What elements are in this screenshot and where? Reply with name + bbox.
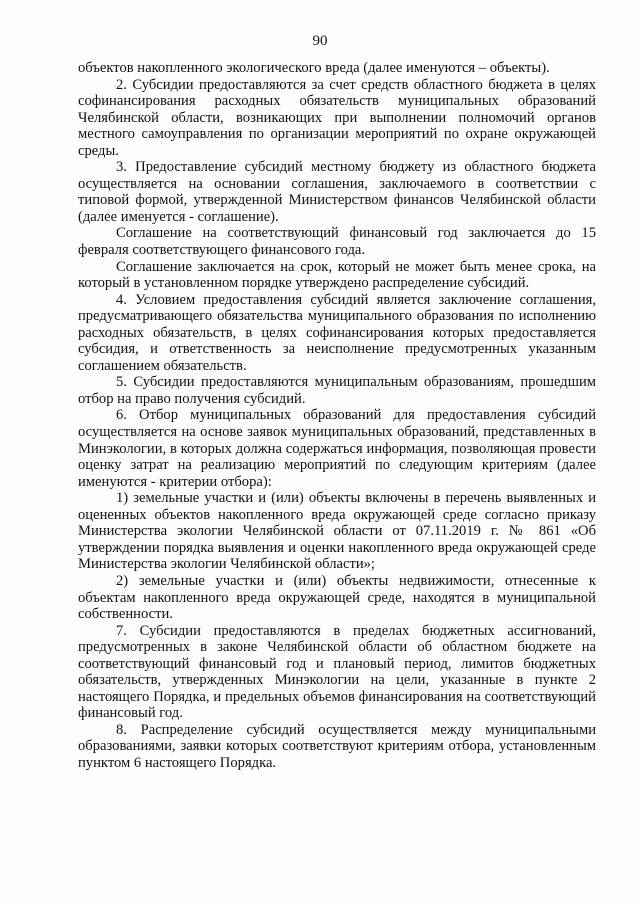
paragraph-item-8: 8. Распределение субсидий осуществляется между муниципальными образованиями, заявки которых соответствуют критериям отбора, установленным пунктом 6 настоящего Порядка. (78, 721, 596, 771)
paragraph-item-4: 4. Условием предоставления субсидий является заключение соглашения, предусматривающего обязательства муниципального образования по исполнению расходных обязательств, в целях софинансирования которых предоставляется субсидия, и ответственность за неисполнение предусмотренных указанным соглашением обязательств. (78, 291, 596, 374)
paragraph-item-2: 2. Субсидии предоставляются за счет средств областного бюджета в целях софинансирования расходных обязательств муниципальных образований Челябинской области, возникающих при выполнении полномочий органов местного самоуправления по организации мероприятий по охране окружающей среды. (78, 76, 596, 159)
paragraph-agreement-term: Соглашение на соответствующий финансовый год заключается до 15 февраля соответствующего финансового года. (78, 225, 596, 259)
paragraph-item-5: 5. Субсидии предоставляются муниципальным образованиям, прошедшим отбор на право получения субсидий. (78, 374, 596, 407)
paragraph-continuation: объектов накопленного экологического вреда (далее именуются – объекты). (78, 60, 550, 76)
paragraph-item-7: 7. Субсидии предоставляются в пределах бюджетных ассигнований, предусмотренных в законе Челябинской области об областном бюджете на соответствующий финансовый год и плановый период, лимитов бюджетных обязательств, утвержденных Минэкологии на цели, указанные в пункте 2 настоящего Порядка, и предельных объемов финансирования на соответствующий финансовый год. (78, 622, 596, 722)
paragraph-item-6: 6. Отбор муниципальных образований для предоставления субсидий осуществляется на основе заявок муниципальных образований, представленных в Минэкологии, в которых должна содержаться информация, позволяющая провести оценку затрат на реализацию мероприятий по следующим критериям (далее именуются - критерии отбора): (78, 407, 596, 490)
paragraph-criterion-2: 2) земельные участки и (или) объекты недвижимости, отнесенные к объектам накопленного вреда окружающей среде, находятся в муниципальной собственности. (78, 572, 596, 623)
paragraph-criterion-1: 1) земельные участки и (или) объекты включены в перечень выявленных и оцененных объектов накопленного вреда окружающей среде согласно приказу Министерства экологии Челябинской области от 07.11.2019 г. № 861 «Об утверждении порядка выявления и оценки накопленного вреда окружающей среде Министерства экологии Челябинской области»; (78, 490, 596, 573)
page-number: 90 (312, 33, 328, 49)
paragraph-item-3: 3. Предоставление субсидий местному бюджету из областного бюджета осуществляется на основании соглашения, заключаемого в соответствии с типовой формой, утвержденной Министерством финансов Челябинской области (далее именуется - соглашение). (78, 159, 596, 225)
scan-artifact: · · · (300, 4, 327, 13)
document-body (78, 60, 596, 772)
paragraph-agreement-duration: Соглашение заключается на срок, который не может быть менее срока, на который в установленном порядке утверждено распределение субсидий. (78, 258, 596, 292)
